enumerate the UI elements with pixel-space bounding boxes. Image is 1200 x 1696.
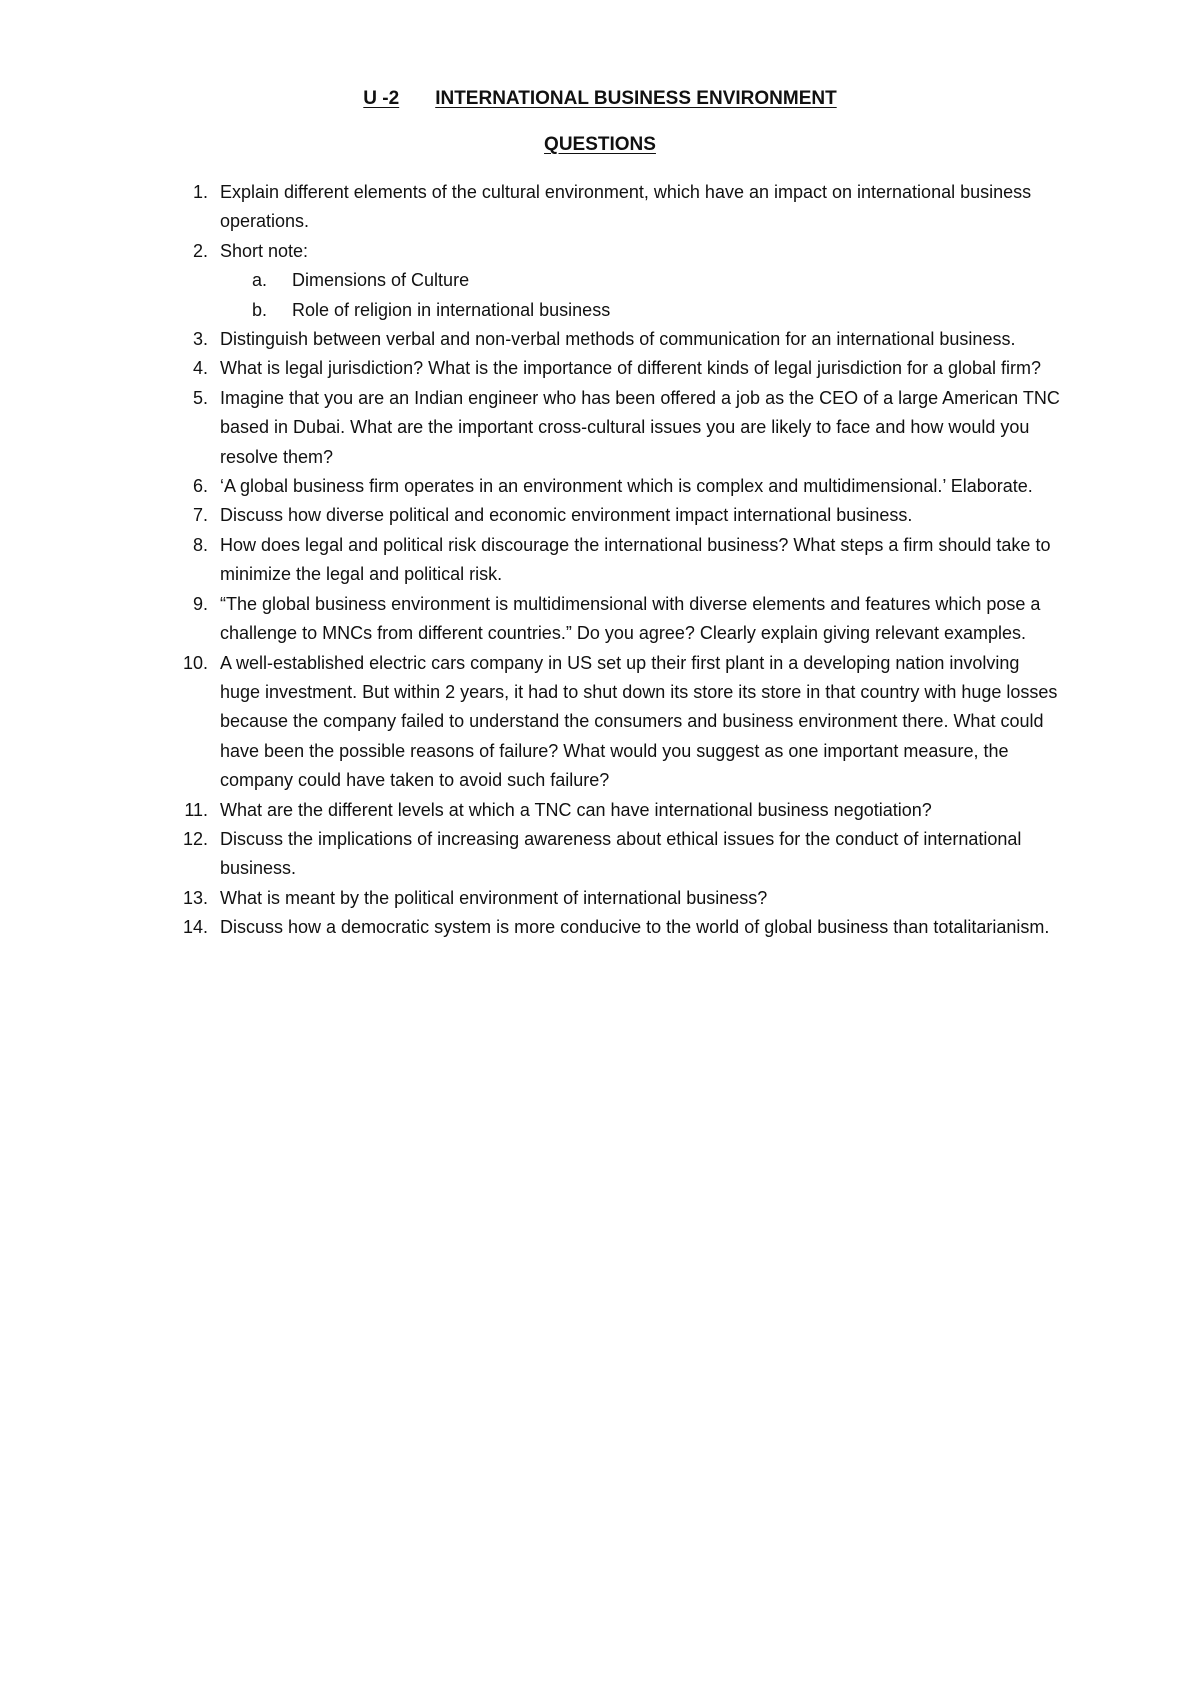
question-item [180,384,1060,472]
sub-question-list [220,266,1060,325]
question-item [180,531,1060,590]
title-text: INTERNATIONAL BUSINESS ENVIRONMENT [435,88,837,109]
question-text: ‘A global business firm operates in an environment which is complex and multidimensional.’ Elaborate. [220,476,1033,497]
sub-question-letter: b. [252,299,268,320]
question-number: 6. [192,476,208,497]
question-number: 9. [192,593,208,614]
question-item [180,649,1060,796]
question-text: Distinguish between verbal and non-verbal methods of communication for an international business. [220,329,1016,350]
sub-question-item [220,266,1060,295]
sub-question-text: Role of religion in international business [292,299,611,320]
question-text: Explain different elements of the cultural environment, which have an impact on international business operations. [220,182,1032,232]
question-item [180,325,1060,354]
sub-question-letter: a. [252,270,268,291]
question-number: 3. [192,329,208,350]
question-item [180,501,1060,530]
question-text: What is meant by the political environment of international business? [220,887,768,908]
sub-question-item [220,296,1060,325]
question-text: What is legal jurisdiction? What is the importance of different kinds of legal jurisdiction for a global firm? [220,358,1042,379]
section-subtitle: QUESTIONS [544,134,656,155]
question-item [180,590,1060,649]
question-number: 5. [192,387,208,408]
questions-list [180,178,1060,943]
question-text: Discuss how diverse political and economic environment impact international business. [220,505,913,526]
question-number: 7. [192,505,208,526]
question-number: 2. [192,240,208,261]
question-item [180,884,1060,913]
unit-label: U -2 [363,88,400,109]
question-text: Discuss how a democratic system is more conducive to the world of global business than totalitarianism. [220,917,1050,938]
question-item [180,825,1060,884]
question-number: 1. [192,182,208,202]
page-title [0,88,1200,110]
question-text: Short note: [220,240,309,261]
question-number: 11. [184,799,208,820]
question-number: 13. [182,887,208,908]
question-number: 8. [192,534,208,555]
question-text: How does legal and political risk discourage the international business? What steps a firm should take to minimize the legal and political risk. [220,534,1051,585]
question-text: “The global business environment is multidimensional with diverse elements and features which pose a challenge to MNCs from different countries.” Do you agree? Clearly explain giving relevant examples. [220,593,1041,644]
question-number: 10. [182,652,208,673]
question-item [180,178,1060,237]
sub-question-text: Dimensions of Culture [292,270,470,291]
question-text: What are the different levels at which a TNC can have international business negotiation? [220,799,932,820]
question-number: 12. [182,828,208,849]
question-text: Imagine that you are an Indian engineer who has been offered a job as the CEO of a large American TNC based in Dubai. What are the important cross-cultural issues you are likely to face and how would you resolve them? [220,387,1060,467]
question-item [180,354,1060,383]
question-text: A well-established electric cars company in US set up their first plant in a developing nation involving huge investment. But within 2 years, it had to shut down its store its store in that country with huge losses because the company failed to understand the consumers and business environment there. What could have been the possible reasons of failure? What would you suggest as one important measure, the company could have taken to avoid such failure? [220,652,1058,791]
question-item [180,796,1060,825]
question-item [180,913,1060,942]
question-text: Discuss the implications of increasing awareness about ethical issues for the conduct of international business. [220,828,1022,879]
question-item [180,472,1060,501]
question-number: 4. [192,358,208,379]
question-item [180,237,1060,325]
question-number: 14. [182,917,208,938]
